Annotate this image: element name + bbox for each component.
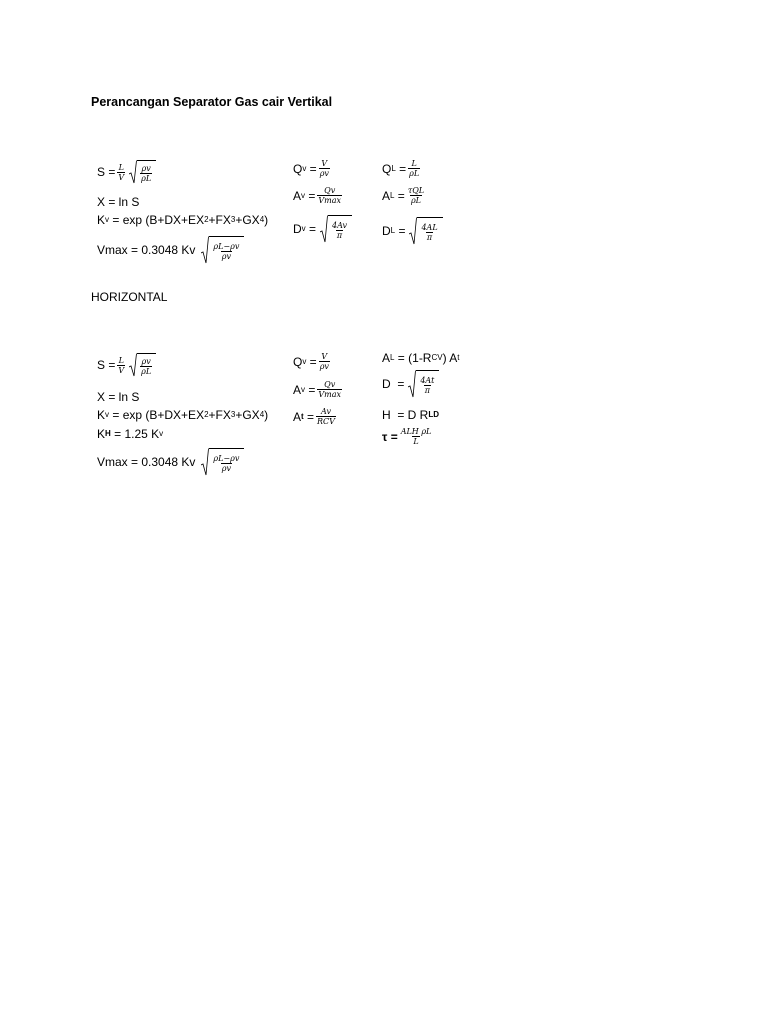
vmax-equation-horizontal: Vmax = 0.3048 Kv $\frac{\rho L-\rho v}{\rho v}$ [97, 448, 244, 476]
av-equation-vertical: A v = $\frac{Qv}{Vmax}$ [293, 186, 342, 205]
dl-equation-vertical: D L = $\frac{4AL}{\pi}$ [382, 217, 443, 245]
x-equation-vertical: X = ln S [97, 195, 140, 209]
qv-equation-horizontal: Q v = $\frac{V}{\rho v}$ [293, 352, 329, 371]
sqrt-density-difference: $\frac{\rho L-\rho v}{\rho v}$ [201, 236, 244, 264]
x-equation-horizontal: X = ln S [97, 390, 140, 404]
s-lhs: S = [97, 165, 116, 179]
section-heading-horizontal: HORIZONTAL [91, 290, 168, 304]
radical-sign-icon [129, 160, 137, 184]
radical-sign-icon [201, 448, 209, 476]
radical-sign-icon [409, 217, 417, 245]
kv-equation-horizontal: K v = exp (B+DX+EX 2 +FX 3 +GX 4 ) [97, 408, 269, 422]
at-equation: A t = $\frac{Av}{\text{RCV}}$ [293, 407, 335, 426]
s-equation-vertical [97, 160, 156, 184]
ql-equation-vertical: Q L = $\frac{L}{\rho L}$ [382, 159, 420, 178]
radical-sign-icon [408, 370, 416, 398]
s-equation-horizontal: S = $\frac{L}{V}$ $\frac{\rho v}{\rho L}$ [97, 353, 156, 377]
al-equation-horizontal: A L = (1-R CV ) A t [382, 351, 460, 365]
sqrt-total-area: $\frac{4At}{\pi}$ [408, 370, 439, 398]
radical-sign-icon [201, 236, 209, 264]
tau-equation: τ = $\frac{\text{ALH ρL}}{L}$ [382, 427, 432, 446]
kv-equation-vertical: K v = exp (B+DX+EX 2 +FX 3 +GX 4 ) [97, 213, 269, 227]
al-equation-vertical: A L = $\frac{\text{τQL}}{\rho L}$ [382, 186, 425, 205]
av-equation-horizontal: A v = $\frac{Qv}{Vmax}$ [293, 380, 342, 399]
sqrt-density-ratio: $\frac{\rho v}{\rho L}$ [129, 353, 156, 377]
page-title: Perancangan Separator Gas cair Vertikal [91, 95, 333, 109]
radical-sign-icon [129, 353, 137, 377]
sqrt-area-vapor: $\frac{4Av}{\pi}$ [320, 215, 352, 243]
qv-equation-vertical: Q v = $\frac{V}{\rho v}$ [293, 159, 329, 178]
dv-equation-vertical: D v = $\frac{4Av}{\pi}$ [293, 215, 352, 243]
sqrt-density-difference: $\frac{\rho L-\rho v}{\rho v}$ [201, 448, 244, 476]
l-over-v-fraction: $\frac{L}{V}$ [118, 162, 125, 182]
radical-sign-icon [320, 215, 328, 243]
sqrt-density-ratio: $\frac{\rho v}{\rho L}$ [129, 160, 156, 184]
kh-equation: K H = 1.25 K v [97, 427, 164, 441]
vmax-equation-vertical: Vmax = 0.3048 Kv $\frac{\rho L-\rho v}{\rho v}$ [97, 236, 244, 264]
sqrt-area-liquid: $\frac{4AL}{\pi}$ [409, 217, 442, 245]
d-equation-horizontal: D = $\frac{4At}{\pi}$ [382, 370, 439, 398]
h-equation: H = D R LD [382, 408, 440, 422]
